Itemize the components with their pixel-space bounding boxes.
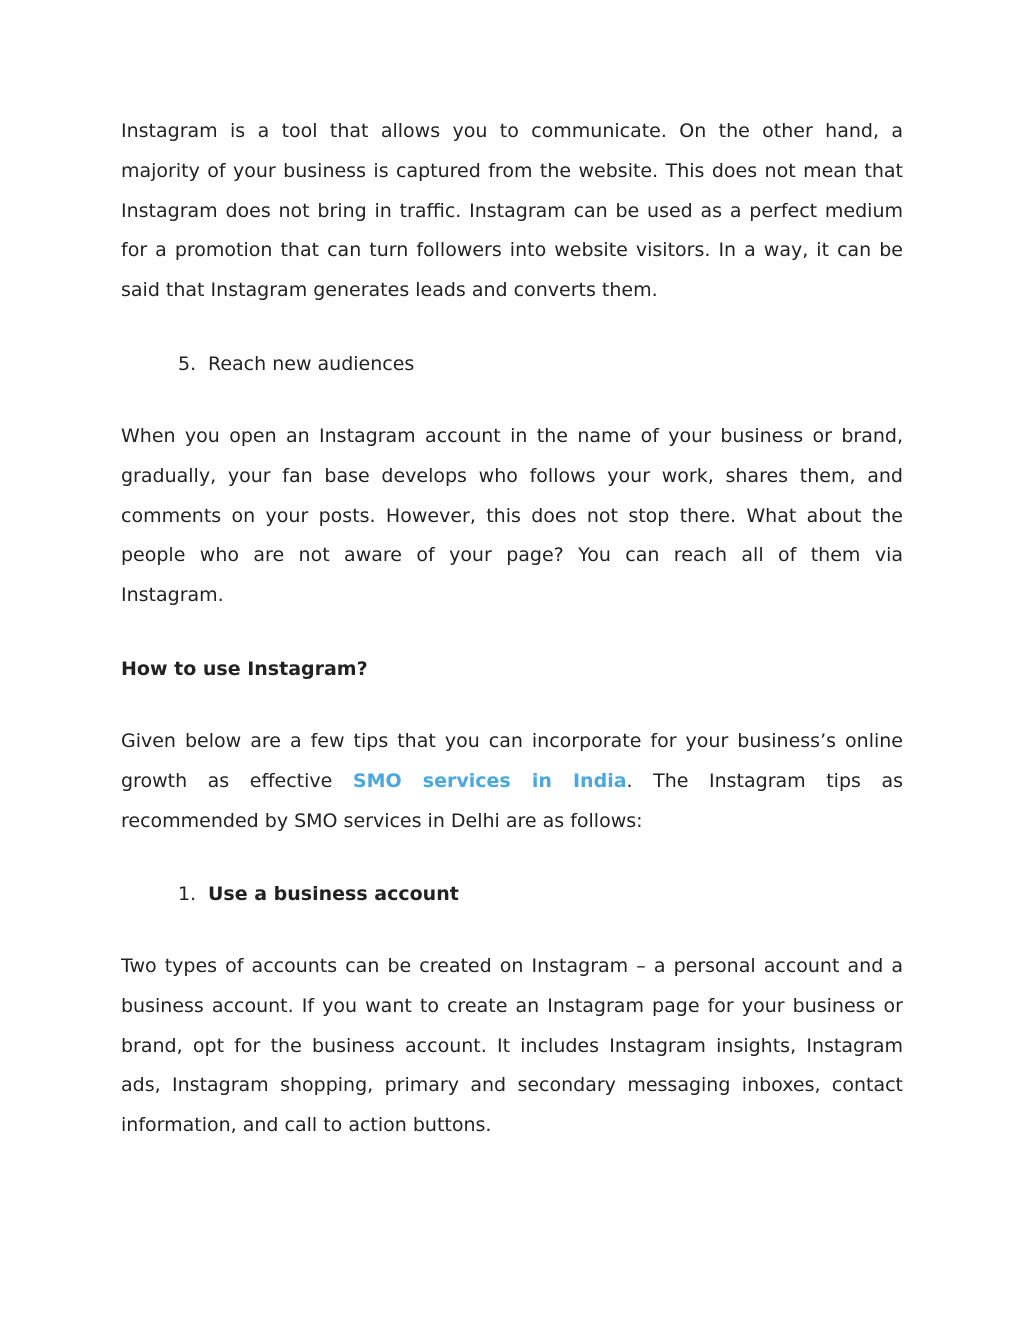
paragraph-line: people who are not aware of your page? You can reach all of them via xyxy=(121,544,903,567)
paragraph-line: comments on your posts. However, this does not stop there. What about the xyxy=(121,504,903,527)
paragraph-line: majority of your business is captured from the website. This does not mean that xyxy=(121,159,903,182)
paragraph-line: When you open an Instagram account in the name of your business or brand, xyxy=(121,425,903,447)
paragraph-line: recommended by SMO services in Delhi are as follows: xyxy=(121,809,643,832)
paragraph-line: gradually, your fan base develops who follows your work, shares them, and xyxy=(121,464,903,487)
paragraph-line: Instagram does not bring in traffic. Instagram can be used as a perfect medium xyxy=(121,199,903,222)
paragraph-tips-intro xyxy=(121,722,903,841)
paragraph-line: for a promotion that can turn followers into website visitors. In a way, it can be xyxy=(121,239,903,262)
paragraph-line: Given below are a few tips that you can incorporate for your business’s online xyxy=(121,730,903,752)
paragraph-instagram-communication xyxy=(121,112,903,311)
line-text: growth as effective xyxy=(121,769,333,792)
paragraph-line: Instagram is a tool that allows you to communicate. On the other hand, a xyxy=(121,120,903,142)
list-item-reach-new-audiences xyxy=(178,350,414,378)
paragraph-line: business account. If you want to create an Instagram page for your business or xyxy=(121,994,903,1017)
paragraph-line-with-link xyxy=(121,762,903,802)
list-label: Use a business account xyxy=(208,883,459,905)
list-number: 5. xyxy=(178,353,197,375)
paragraph-line: information, and call to action buttons. xyxy=(121,1114,492,1137)
paragraph-line: Instagram. xyxy=(121,584,224,607)
paragraph-line: said that Instagram generates leads and converts them. xyxy=(121,279,658,302)
paragraph-line: Two types of accounts can be created on Instagram – a personal account and a xyxy=(121,955,903,977)
list-label: Reach new audiences xyxy=(208,353,415,375)
section-heading: How to use Instagram? xyxy=(121,658,368,680)
list-number: 1. xyxy=(178,883,197,905)
list-item-use-business-account xyxy=(178,880,459,908)
paragraph-line: brand, opt for the business account. It includes Instagram insights, Instagram xyxy=(121,1034,903,1057)
line-text: . The Instagram tips as xyxy=(626,769,904,792)
paragraph-reach-audiences xyxy=(121,417,903,616)
paragraph-line: ads, Instagram shopping, primary and secondary messaging inboxes, contact xyxy=(121,1074,903,1097)
paragraph-account-types xyxy=(121,947,903,1146)
smo-services-india-link[interactable]: SMO services in India xyxy=(352,769,627,792)
